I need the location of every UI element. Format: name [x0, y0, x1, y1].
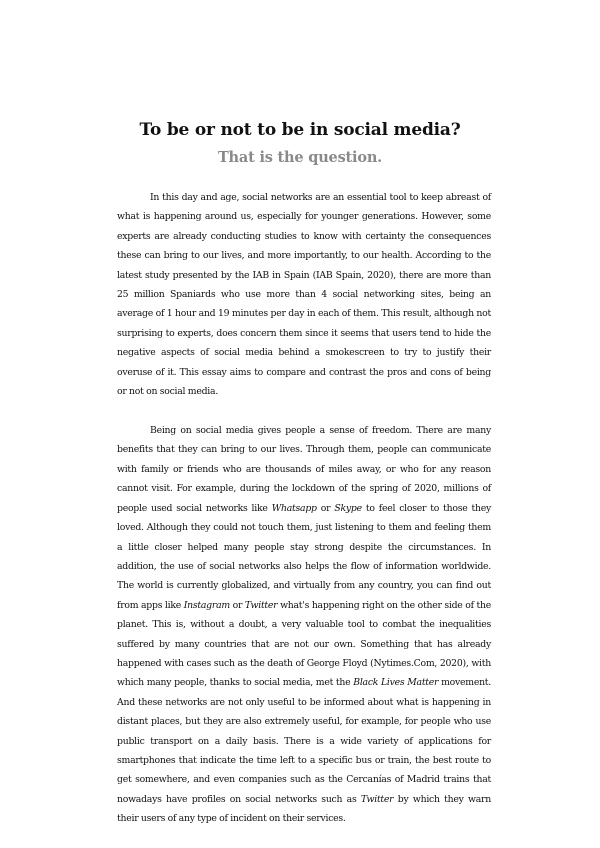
document-title: To be or not to be in social media?: [139, 120, 461, 140]
text-run: by which they warn their users of any type of incident on their services.: [117, 793, 491, 825]
italic-term: Black Lives Matter: [353, 677, 439, 689]
text-run: to feel closer to those they loved. Although they could not touch them, just listening to them and feeling them a little closer helped many people stay strong despite the circumstances. In addition, the use of social networks also helps the flow of information worldwide. The world is currently globalized, and virtually from any country, you can find out from apps like: [117, 502, 491, 611]
text-run: what's happening right on the other side of the planet. This is, without a doubt, a very valuable tool to combat the inequalities suffered by many countries that are not our own. Something that has already happened with cases such as the death of George Floyd (Nytimes.Com, 2020), with which many people, thanks to social media, met the: [117, 599, 491, 689]
paragraph-introduction: [117, 188, 491, 401]
paragraph-benefits: [117, 421, 491, 829]
text-run: Being on social media gives people a sense of freedom. There are many benefits that they can bring to our lives. Through them, people can communicate with family or friends who are thousands of miles away, or who for any reason cannot visit. For example, during the lockdown of the spring of 2020, millions of people used social networks like: [117, 425, 491, 514]
italic-term: Twitter: [244, 599, 278, 611]
italic-term: Whatsapp: [271, 502, 317, 514]
italic-term: Skype: [334, 502, 362, 514]
text-run: or: [229, 599, 245, 611]
text-run: or: [316, 502, 335, 514]
text-run: movement. And these networks are not only useful to be informed about what is happening in distant places, but they are also extremely useful, for example, for people who use public transport on a daily basis. There is a wide variety of applications for smartphones that indicate the time left to a specific bus or train, the best route to get somewhere, and even companies such as the Cercanías of Madrid trains that nowadays have profiles on social networks such as: [117, 677, 491, 805]
italic-term: Twitter: [360, 793, 394, 805]
text-run: In this day and age, social networks are an essential tool to keep abreast of what is happening around us, especially for younger generations. However, some experts are already conducting studies to know with certainty the consequences these can bring to our lives, and more importantly, to our health. According to the latest study presented by the IAB in Spain (IAB Spain, 2020), there are more than 25 million Spaniards who use more than 4 social networking sites, being an average of 1 hour and 19 minutes per day in each of them. This result, although not surprising to experts, does concern them since it seems that users tend to hide the negative aspects of social media behind a smokescreen to try to justify their overuse of it. This essay aims to compare and contrast the pros and cons of being or not on social media.: [117, 192, 491, 398]
italic-term: Instagram: [183, 599, 230, 611]
document-subtitle: That is the question.: [217, 149, 383, 166]
document-body: [117, 188, 491, 829]
